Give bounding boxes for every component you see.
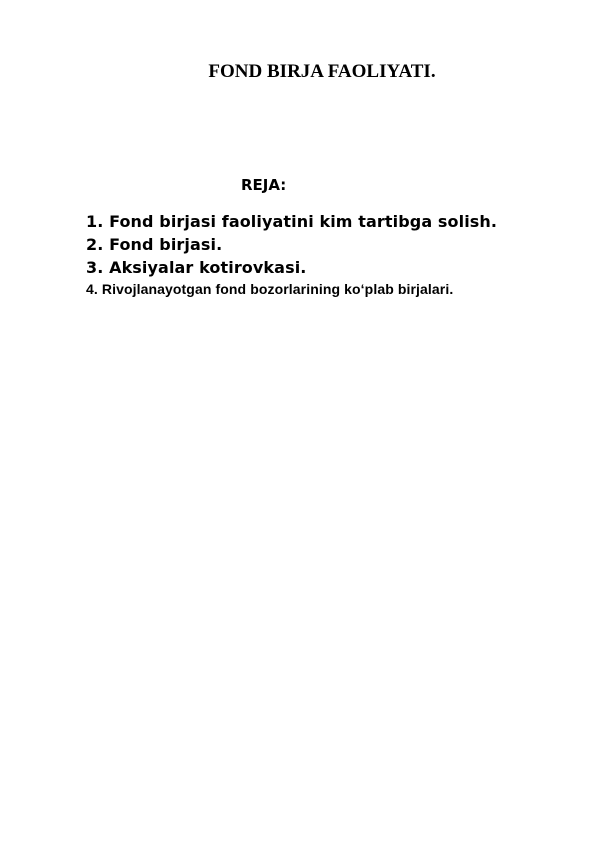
plan-item-1: 1. Fond birjasi faoliyatini kim tartibga solish.	[86, 212, 498, 231]
plan-list	[86, 211, 497, 301]
plan-item-2: 2. Fond birjasi.	[86, 235, 223, 254]
document-title: FOND BIRJA FAOLIYATI.	[208, 61, 436, 82]
plan-item-4: 4. Rivojlanayotgan fond bozorlarining ko‘plab birjalari.	[86, 281, 454, 297]
plan-item-3: 3. Aksiyalar kotirovkasi.	[86, 258, 307, 277]
plan-heading: REJA:	[241, 176, 287, 194]
